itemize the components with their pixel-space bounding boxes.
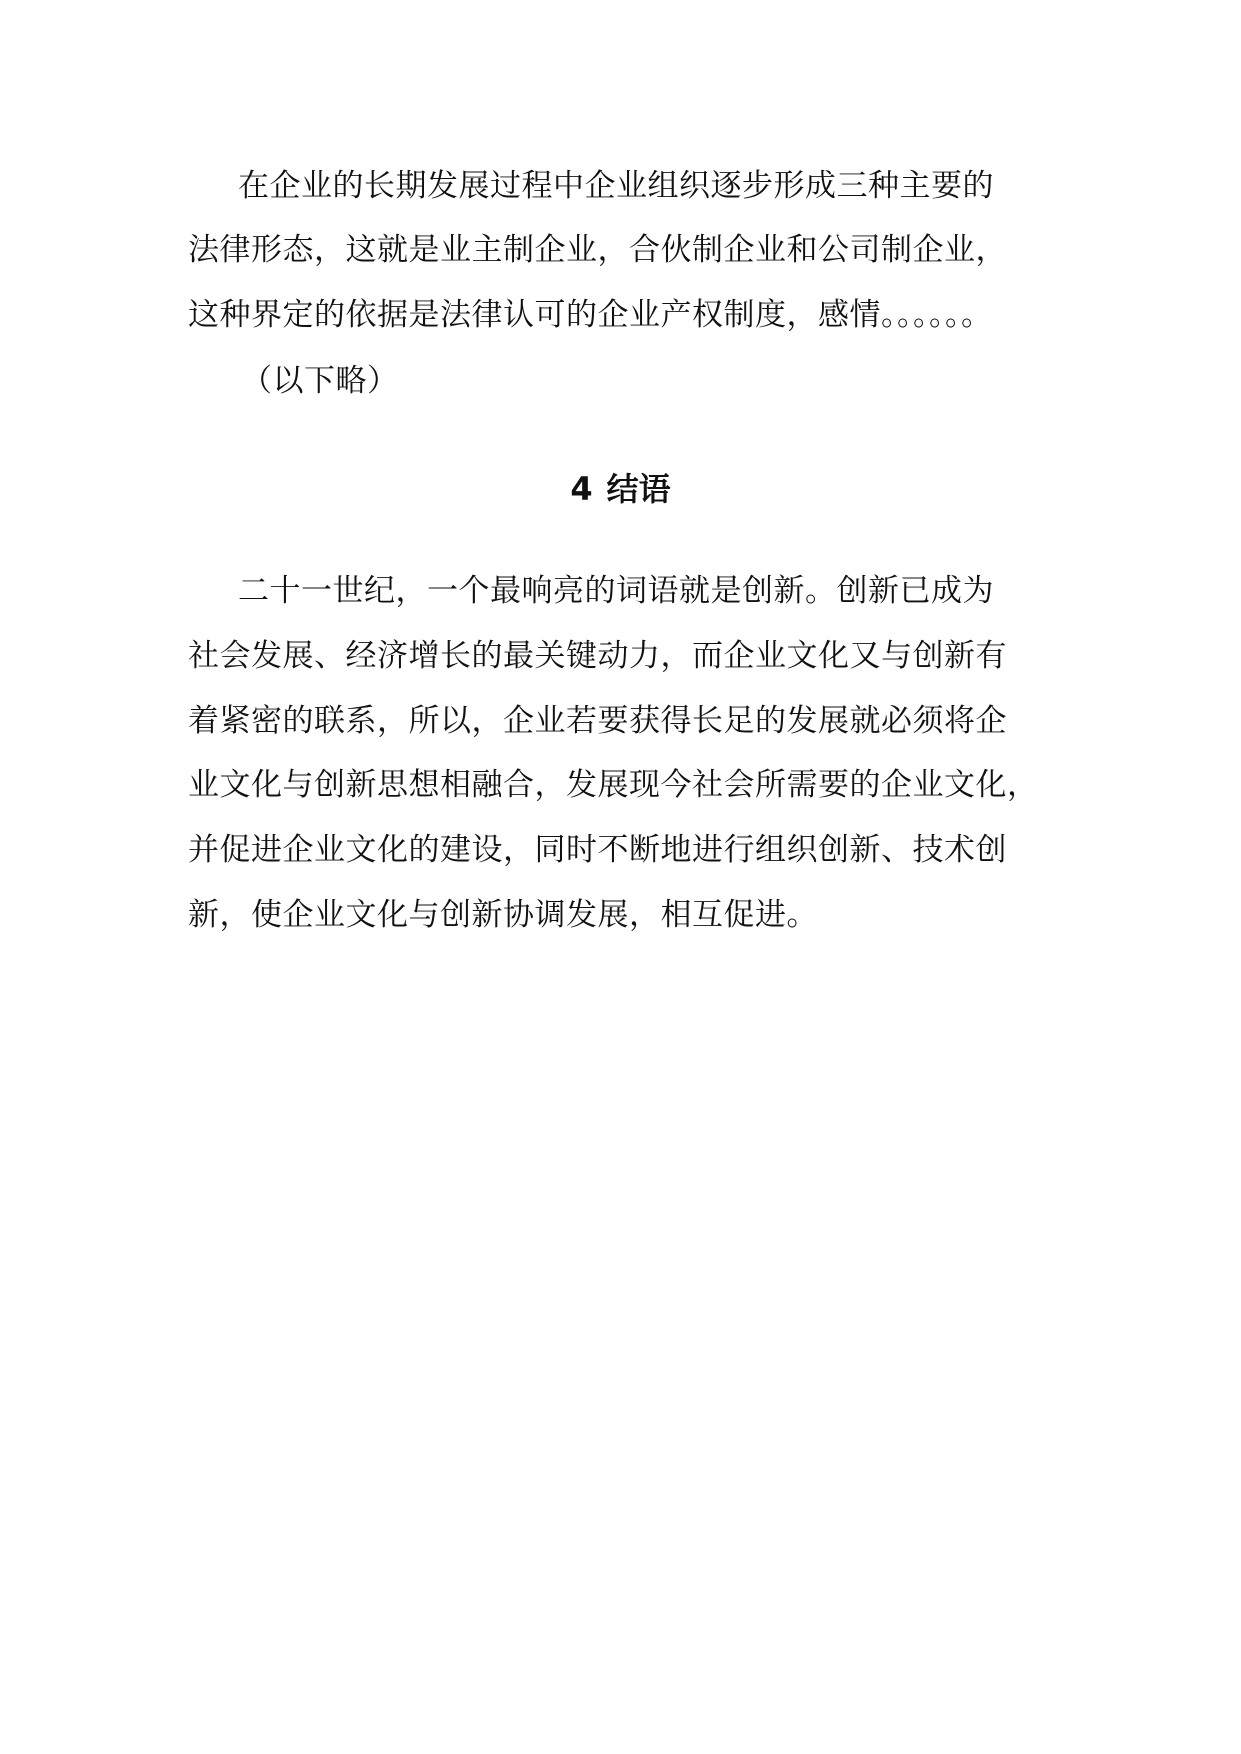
paragraph-line: 在企业的长期发展过程中企业组织逐步形成三种主要的 <box>238 168 994 204</box>
paragraph-line: 着紧密的联系，所以，企业若要获得长足的发展就必须将企 <box>188 703 1007 739</box>
paragraph-line: 并促进企业文化的建设，同时不断地进行组织创新、技术创 <box>188 832 1007 868</box>
paragraph-line: 这种界定的依据是法律认可的企业产权制度，感情。。。。。。 <box>188 297 993 333</box>
section-heading <box>0 468 1241 510</box>
paragraph-line: 业文化与创新思想相融合，发展现今社会所需要的企业文化， <box>188 767 1039 803</box>
paragraph-line: 新，使企业文化与创新协调发展，相互促进。 <box>188 897 818 933</box>
section-number: 4 <box>570 470 593 508</box>
paragraph-line: 社会发展、经济增长的最关键动力，而企业文化又与创新有 <box>188 638 1007 674</box>
section-title: 结语 <box>606 470 671 508</box>
paragraph-line: 法律形态，这就是业主制企业，合伙制企业和公司制企业， <box>188 232 1007 268</box>
paragraph-line: 二十一世纪，一个最响亮的词语就是创新。创新已成为 <box>238 573 994 609</box>
omitted-note: （以下略） <box>241 363 399 399</box>
